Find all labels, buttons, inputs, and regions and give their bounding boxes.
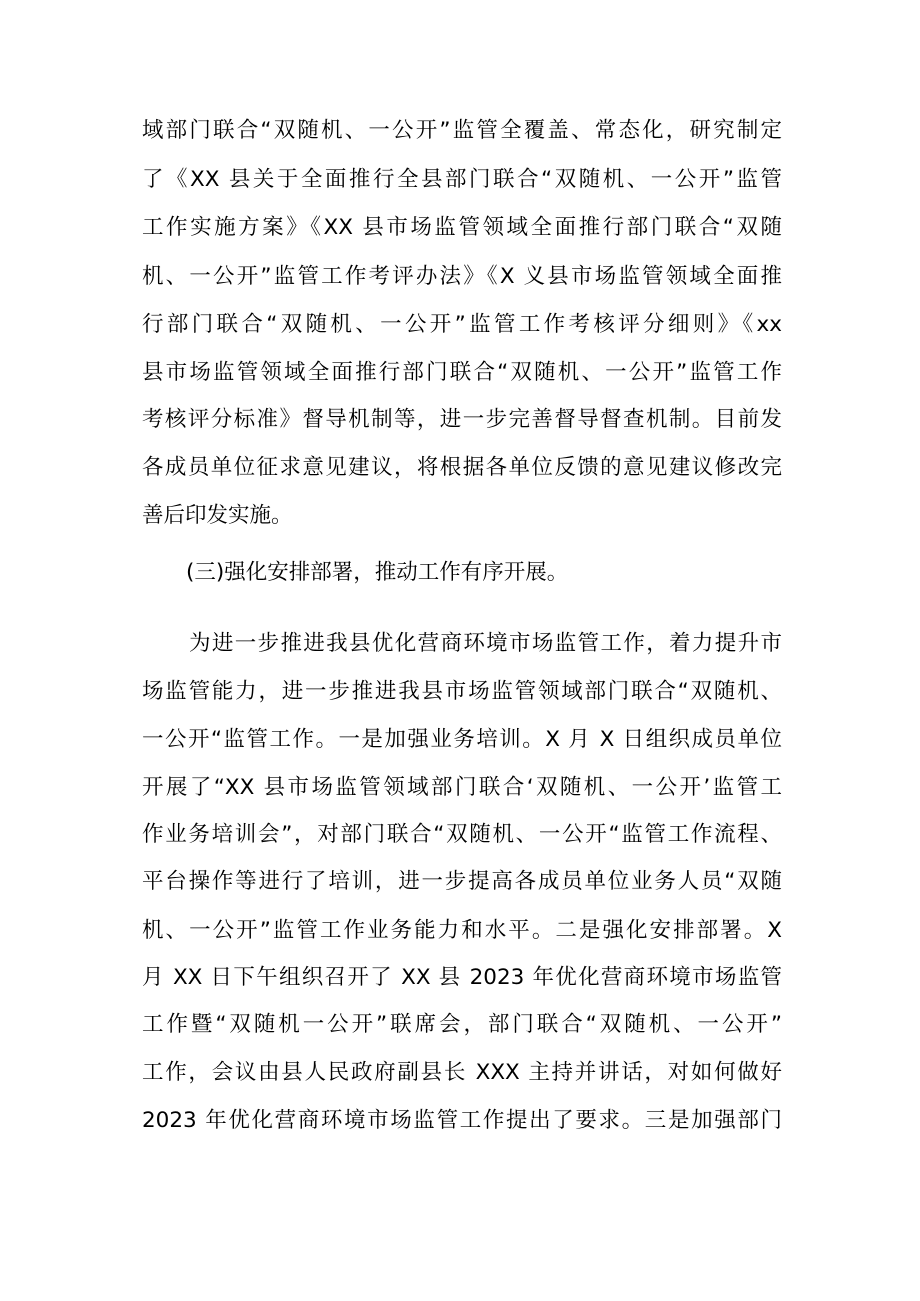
paragraph-line: 作业务培训会”，对部门联合“双随机、一公开“监管工作流程、	[142, 822, 782, 847]
paragraph-line: 机、一公开”监管工作业务能力和水平。二是强化安排部署。X	[142, 918, 782, 943]
paragraph-line: 考核评分标准》督导机制等，进一步完善督导督查机制。目前发	[142, 407, 782, 432]
paragraph-line: 为进一步推进我县优化营商环境市场监管工作，着力提升市	[189, 631, 782, 656]
paragraph-line: 各成员单位征求意见建议，将根据各单位反馈的意见建议修改完	[142, 455, 782, 480]
paragraph-line: 工作暨“双随机一公开”联席会，部门联合“双随机、一公开”	[142, 1012, 782, 1037]
paragraph-line: 域部门联合“双随机、一公开”监管全覆盖、常态化，研究制定	[142, 118, 782, 143]
paragraph-line: 平台操作等进行了培训，进一步提高各成员单位业务人员“双随	[142, 869, 782, 894]
paragraph-line: 一公开“监管工作。一是加强业务培训。X 月 X 日组织成员单位	[142, 727, 782, 752]
paragraph-line: 月 XX 日下午组织召开了 XX 县 2023 年优化营商环境市场监管	[142, 965, 782, 990]
paragraph-line: 善后印发实施。	[142, 503, 293, 528]
paragraph-line: 行部门联合“双随机、一公开”监管工作考核评分细则》《xx	[142, 312, 782, 337]
paragraph-line: 场监管能力，进一步推进我县市场监管领域部门联合“双随机、	[142, 679, 782, 704]
paragraph-line: 了《XX 县关于全面推行全县部门联合“双随机、一公开”监管	[142, 167, 782, 192]
paragraph-line: 开展了“XX 县市场监管领域部门联合‘双随机、一公开’监管工	[142, 775, 782, 800]
paragraph-line: 工作，会议由县人民政府副县长 XXX 主持并讲话，对如何做好	[142, 1060, 782, 1085]
paragraph-line: 县市场监管领域全面推行部门联合“双随机、一公开”监管工作	[142, 360, 782, 385]
section-heading: (三)强化安排部署，推动工作有序开展。	[186, 560, 569, 585]
paragraph-line: 机、一公开”监管工作考评办法》《X 义县市场监管领域全面推	[142, 264, 782, 289]
paragraph-line: 工作实施方案》《XX 县市场监管领域全面推行部门联合“双随	[142, 215, 782, 240]
paragraph-line: 2023 年优化营商环境市场监管工作提出了要求。三是加强部门	[142, 1108, 782, 1133]
